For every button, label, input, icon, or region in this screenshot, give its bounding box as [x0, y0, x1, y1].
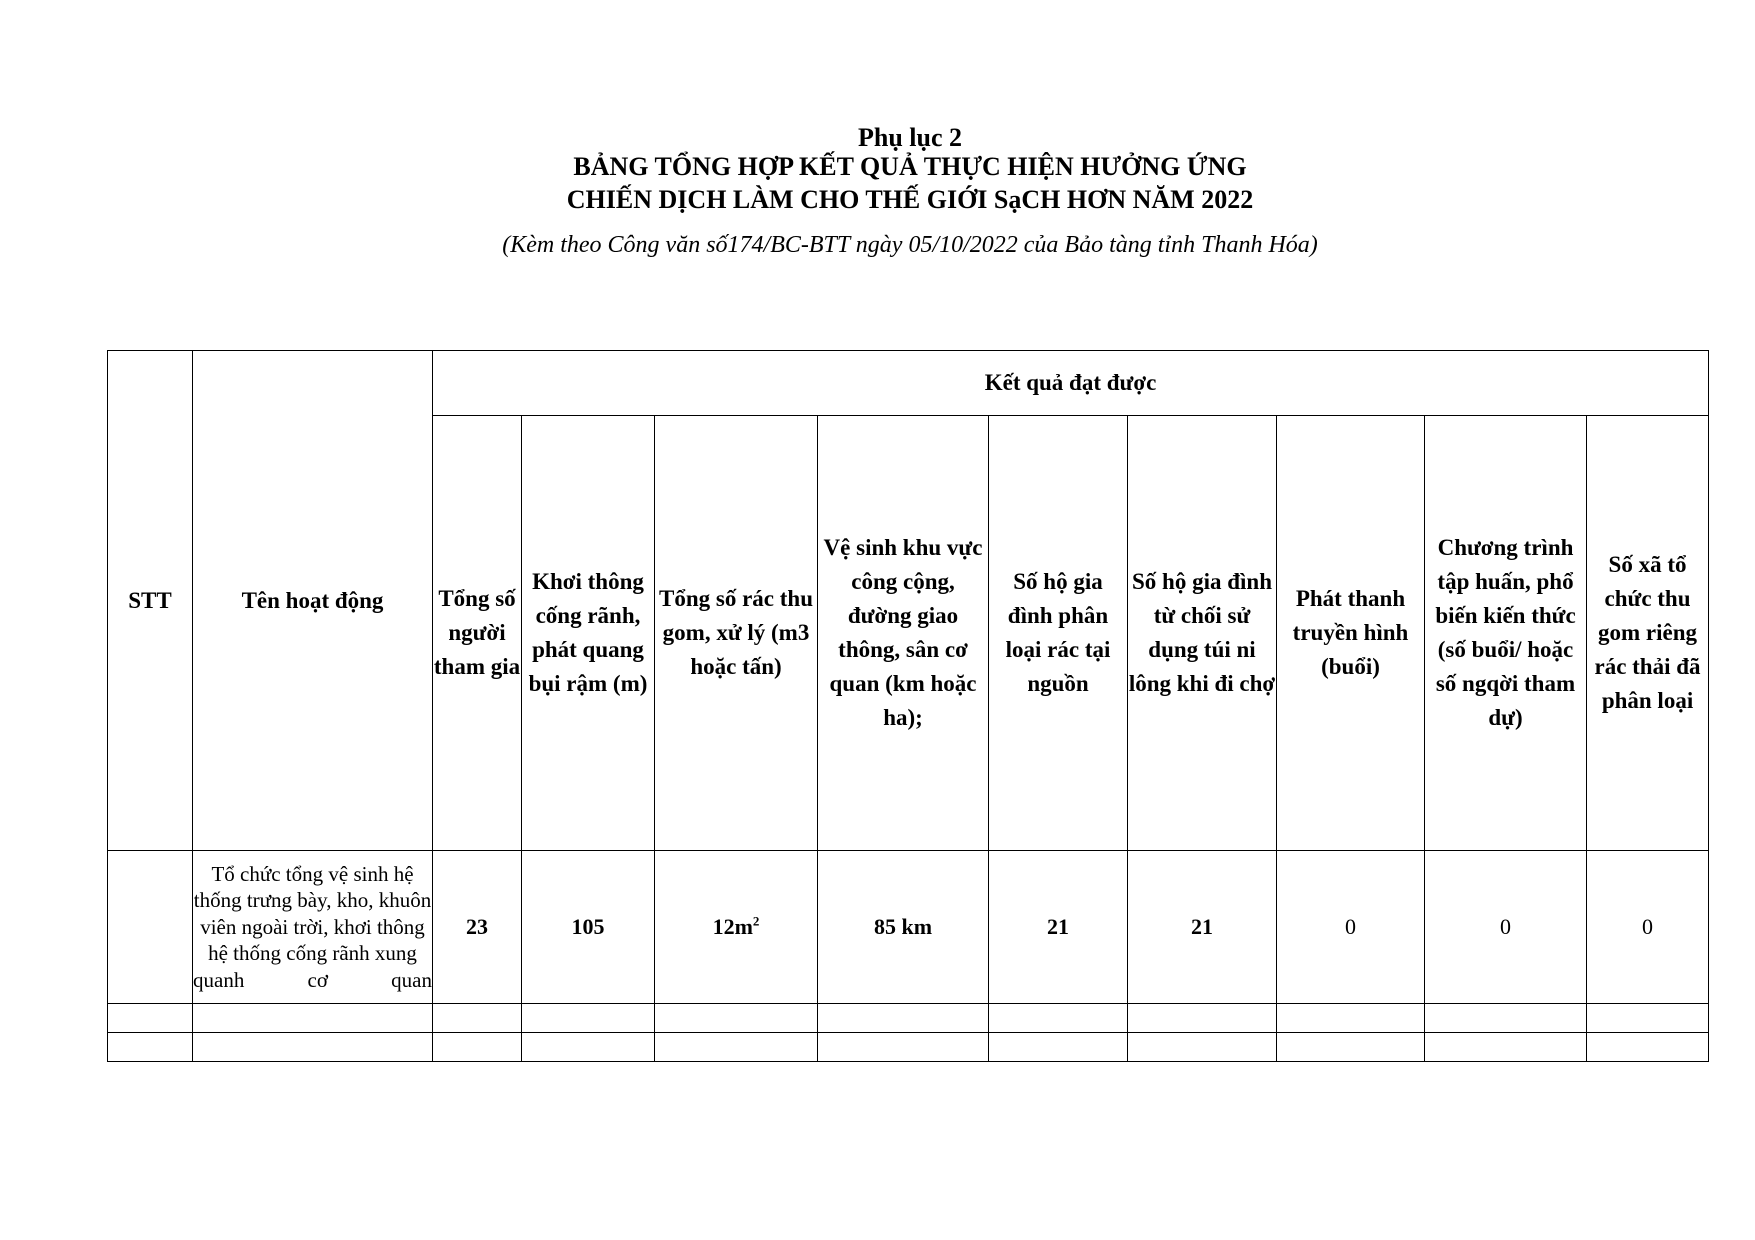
empty-cell [433, 1033, 522, 1062]
activity-name-header: Tên hoạt động [193, 351, 433, 851]
results-header: Kết quả đạt được [433, 351, 1709, 416]
empty-cell [655, 1004, 818, 1033]
col-broadcast-header: Phát thanh truyền hình (buổi) [1277, 416, 1425, 851]
stt-cell [108, 851, 193, 1004]
empty-cell [433, 1004, 522, 1033]
waste-value: 12m [712, 914, 753, 939]
document-title-line-2: CHIẾN DỊCH LÀM CHO THẾ GIỚI SạCH HƠN NĂM 2022 [566, 185, 1254, 214]
participants-cell: 23 [433, 851, 522, 1004]
empty-cell [1277, 1004, 1425, 1033]
empty-table-row [108, 1004, 1709, 1033]
col-public-area-cleaning-header: Vệ sinh khu vực công cộng, đường giao thông, sân cơ quan (km hoặc ha); [818, 416, 989, 851]
activity-name-cell: Tổ chức tổng vệ sinh hệ thống trưng bày, kho, khuôn viên ngoài trời, khơi thông hệ thống cống rãnh xung quanh cơ quan [193, 851, 433, 1004]
broadcast-cell: 0 [1277, 851, 1425, 1004]
empty-cell [1587, 1004, 1709, 1033]
empty-cell [522, 1033, 655, 1062]
col-households-refusing-bags-header: Số hộ gia đình từ chối sử dụng túi ni lông khi đi chợ [1128, 416, 1277, 851]
empty-cell [108, 1004, 193, 1033]
stt-header: STT [108, 351, 193, 851]
col-participants-header: Tổng số người tham gia [433, 416, 522, 851]
results-summary-table [107, 350, 1709, 1062]
empty-cell [1425, 1033, 1587, 1062]
empty-cell [655, 1033, 818, 1062]
empty-cell [1128, 1004, 1277, 1033]
public-area-cell: 85 km [818, 851, 989, 1004]
empty-cell [818, 1004, 989, 1033]
empty-table-row [108, 1033, 1709, 1062]
households-sorting-cell: 21 [989, 851, 1128, 1004]
col-households-sorting-header: Số hộ gia đình phân loại rác tại nguồn [989, 416, 1128, 851]
households-refusing-bags-cell: 21 [1128, 851, 1277, 1004]
empty-cell [818, 1033, 989, 1062]
header-row-top [108, 351, 1709, 416]
document-subtitle: (Kèm theo Công văn số174/BC-BTT ngày 05/10/2022 của Bảo tàng tỉnh Thanh Hóa) [502, 232, 1318, 258]
empty-cell [522, 1004, 655, 1033]
empty-cell [1128, 1033, 1277, 1062]
col-training-header: Chương trình tập huấn, phổ biến kiến thức (số buổi/ hoặc số ngqời tham dự) [1425, 416, 1587, 851]
col-drainage-header: Khơi thông cống rãnh, phát quang bụi rậm (m) [522, 416, 655, 851]
empty-cell [1277, 1033, 1425, 1062]
table-row [108, 851, 1709, 1004]
waste-collected-cell [655, 851, 818, 1004]
empty-cell [1587, 1033, 1709, 1062]
waste-unit-superscript: 2 [752, 913, 760, 929]
empty-cell [193, 1004, 433, 1033]
col-communes-header: Số xã tổ chức thu gom riêng rác thải đã phân loại [1587, 416, 1709, 851]
empty-cell [193, 1033, 433, 1062]
communes-cell: 0 [1587, 851, 1709, 1004]
empty-cell [1425, 1004, 1587, 1033]
document-title-line-1: BẢNG TỔNG HỢP KẾT QUẢ THỰC HIỆN HƯỞNG ỨNG [573, 152, 1247, 181]
training-cell: 0 [1425, 851, 1587, 1004]
empty-cell [989, 1033, 1128, 1062]
drainage-cell: 105 [522, 851, 655, 1004]
col-waste-collected-header: Tổng số rác thu gom, xử lý (m3 hoặc tấn) [655, 416, 818, 851]
appendix-label: Phụ lục 2 [857, 123, 963, 152]
empty-cell [989, 1004, 1128, 1033]
empty-cell [108, 1033, 193, 1062]
